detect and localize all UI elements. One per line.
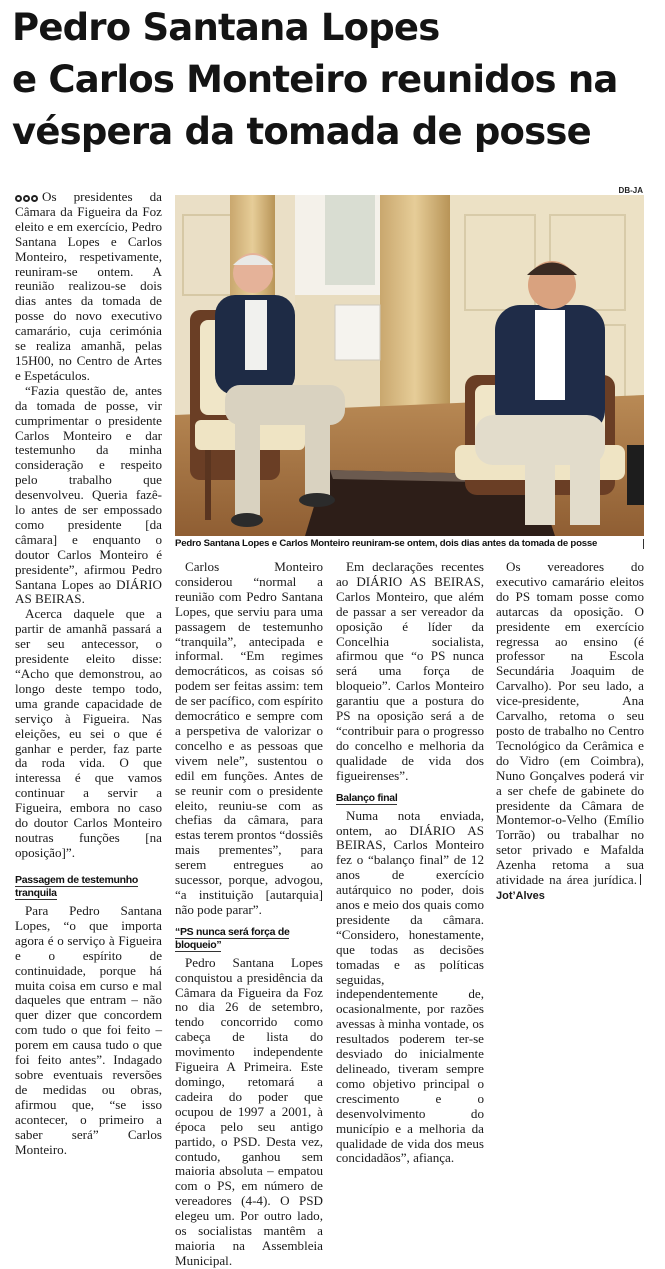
article-column-3 <box>336 560 484 1166</box>
paragraph-2: “Fazia questão de, antes da tomada de posse, vir cumprimentar o presidente Carlos Monteiro e dar testemunho da minha consideração e respeito pelo trabalho que desenvolveu. Queria fazê-lo antes de ser empossado como presidente [da câmara] e enquanto o doutor Carlos Monteiro é presidente”, afirmou Pedro Santana Lopes ao DIÁRIO AS BEIRAS. <box>15 382 162 607</box>
subhead-balanco <box>336 792 484 805</box>
lead-text: Os presidentes da Câmara da Figueira da Foz eleito e em exercício, Pedro Santana Lopes e Carlos Monteiro, respetivamente, reuniram-se ontem. A reunião realizou-se dois dias antes da tomada de posse do novo executivo camarário, cuja cerimónia se realiza amanhã, pelas 15H00, no Centro de Artes e Espetáculos. <box>15 189 162 383</box>
author-byline: Jot’Alves <box>496 889 545 902</box>
lead-paragraph <box>15 190 162 384</box>
subhead-passagem-text: Passagem de testemunho tranquila <box>15 874 138 899</box>
paragraph-9 <box>496 560 644 904</box>
article-column-4 <box>496 560 644 904</box>
byline-separator <box>640 874 641 885</box>
headline-line-1: Pedro Santana Lopes <box>12 6 440 49</box>
photo-credit: DB-JA <box>618 186 643 195</box>
headline-line-3: véspera da tomada de posse <box>12 110 591 153</box>
article-column-1-lower <box>15 866 162 1157</box>
headline <box>12 2 657 158</box>
paragraph-5: Carlos Monteiro considerou “normal a reunião com Pedro Santana Lopes, que serviu para uma passagem de testemunho “tranquila”, antecipada e informal. “Em regimes democráticos, as coisas só podem ser feitas assim: tem de ser pacífico, com espírito democrático e sempre com a perspetiva de valorizar o concelho e as pessoas que vivem nele”, sustentou o edil em funções. Antes de se reunir com o presidente eleito, reuniu-se com as chefias da câmara, para estas terem prontos “dossiês mais prementes”, para serem entregues ao sucessor, porque, advogou, “a instituição [autarquia] não pode parar”. <box>175 559 324 917</box>
meeting-photo-illustration <box>175 195 644 536</box>
article-column-1 <box>15 190 162 861</box>
paragraph-7: Em declarações recentes ao DIÁRIO AS BEIRAS, Carlos Monteiro, que além de passar a ser vereador da oposição é líder da Concelhia socialista, afirmou que “o PS nunca será uma força de bloqueio”. Carlos Monteiro garantiu que a postura do PS na oposição será a de “contribuir para o progresso do concelho e melhoria da qualidade de vida dos figueirenses”. <box>336 559 484 783</box>
headline-line-2: e Carlos Monteiro reunidos na <box>12 58 618 101</box>
paragraph-8: Numa nota enviada, ontem, ao DIÁRIO AS BEIRAS, Carlos Monteiro fez o “balanço final” de 12 anos de exercício autárquico no poder, dois anos e meio dos quais como presidente da câmara. “Considero, honestamente, que todas as decisões tomadas e as políticas seguidas, independentemente de, ocasionalmente, por razões avessas à minha vontade, os resultados poderem ter-se desviado do inicialmente delineado, tiveram sempre como objetivo principal o crescimento e o desenvolvimento do município e a melhoria da qualidade de vida dos meus concidadãos”, afiança. <box>336 807 484 1166</box>
subhead-ps-nunca-text: “PS nunca será força de bloqueio” <box>175 925 290 951</box>
paragraph-6: Pedro Santana Lopes conquistou a presidência da Câmara da Figueira da Foz no dia 26 de setembro, tendo concorrido como cabeça de lista do movimento independente Figueira A Primeira. Este domingo, retomará a cadeira do poder que ocupou de 1997 a 2001, à época pelo seu antigo partido, o PSD. Desta vez, contudo, ganhou sem maioria absoluta – empatou com o PS, em número de vereadores (4-4). O PSD elegeu um. Por outro lado, os socialistas mantêm a maioria na Assembleia Municipal. <box>175 954 323 1268</box>
section-dots-icon <box>15 190 39 205</box>
subhead-balanco-text: Balanço final <box>336 791 398 804</box>
photo-caption-text: Pedro Santana Lopes e Carlos Monteiro reuniram-se ontem, dois dias antes da tomada de posse <box>175 538 598 549</box>
paragraph-3: Acerca daquele que a partir de amanhã passará a ser seu antecessor, o presidente eleito disse: “Acho que demonstrou, ao longo deste tempo todo, uma grande capacidade de serviço à Figueira. Nas eleições, eu sei o que é ganhar e perder, faz parte da roda vida. O que interessa é que vamos continuar a servir a Figueira, embora no caso do doutor Carlos Monteiro noutras funções [na oposição]”. <box>15 606 162 860</box>
article-column-2 <box>175 560 323 1269</box>
photo-caption <box>175 537 644 551</box>
subhead-passagem <box>15 874 162 900</box>
subhead-ps-nunca <box>175 926 323 952</box>
caption-divider <box>643 539 644 549</box>
paragraph-4: Para Pedro Santana Lopes, “o que importa agora é o serviço à Figueira e o espírito de continuidade, porque há muita coisa em curso e mal daqueles que entram – não quer dizer que concordem com tudo o que foi feito – porem em causa tudo o que foi feito antes”. Indagado sobre eventuais reversões de medidas ou obras, afirmou que, “se isso acontecer, o primeiro a saber será” Carlos Monteiro. <box>15 903 162 1157</box>
paragraph-9-text: Os vereadores do executivo camarário eleitos do PS tomam posse como autarcas da oposição. O presidente em exercício regressa ao ensino (é professor na Escola Secundária Joaquim de Carvalho). Por seu lado, a vice-presidente, Ana Carvalho, retoma o seu posto de trabalho no Centro Tecnológico da Cerâmica e do Vidro (em Coimbra), Nuno Gonçalves poderá vir a ser chefe de gabinete do presidente da Câmara de Montemor-o-Velho (Emílio Torrão) ou trabalhar no setor privado e Mafalda Azenha retoma a sua atividade na área jurídica. <box>496 559 644 888</box>
article-photo <box>175 195 644 536</box>
